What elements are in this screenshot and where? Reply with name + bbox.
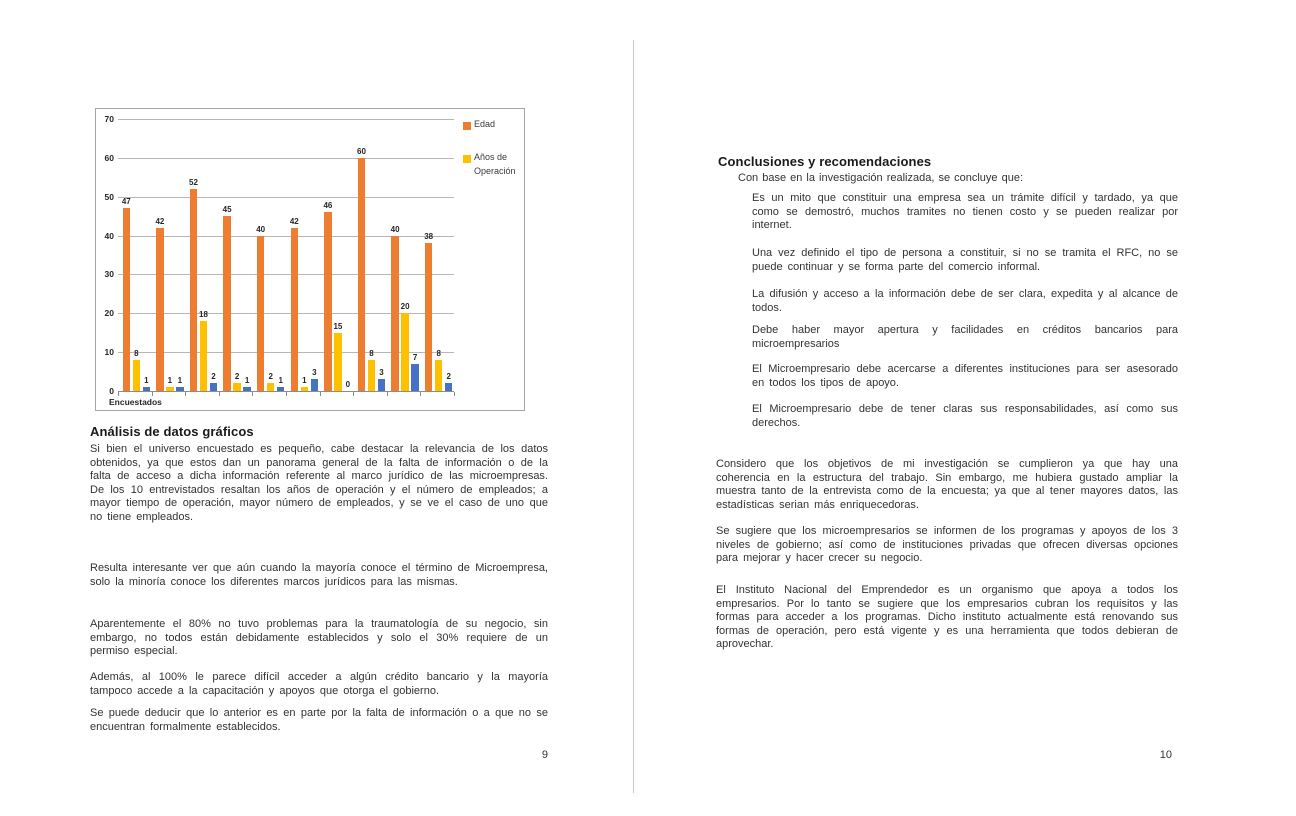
x-axis-title: Encuestados [109,397,162,407]
bar-value-label: 45 [222,205,232,215]
bar-value-label: 1 [278,376,283,386]
left-page-heading: Análisis de datos gráficos [90,424,254,439]
conclusion-item-5: El Microempresario debe acercarse a diferentes instituciones para ser asesorado en todos los tipos de apoyo. [752,363,1178,389]
legend-label: Años de Operación [474,152,516,176]
bar-value-label: 2 [446,372,451,382]
bar-value-label: 7 [412,352,418,362]
bar-value-label: 20 [400,302,410,312]
page-number-10: 10 [1159,749,1172,761]
bar-value-label: 1 [302,376,307,386]
conclusion-item-6: El Microempresario debe de tener claras sus responsabilidades, así como sus derechos. [752,403,1178,429]
bar-value-label: 1 [167,376,173,386]
right-page-heading: Conclusiones y recomendaciones [718,154,932,169]
bar-value-label: 1 [244,376,250,386]
bar-value-label: 0 [345,380,351,389]
bar-value-label: 2 [234,372,240,382]
y-axis-label: 70 [104,114,114,124]
conclusions-intro: Con base en la investigación realizada, se concluye que: [738,172,1024,184]
page-number-9: 9 [541,749,548,761]
bar-value-label: 47 [121,197,131,207]
y-axis-label: 0 [109,386,114,396]
bar-value-label: 8 [134,348,139,358]
left-paragraph-4: Además, al 100% le parece difícil acceder a algún crédito bancario y la mayoría tampoco accede a la capacitación y apoyos que otorga el gobierno. [90,671,548,697]
bar-value-label: 46 [323,201,333,211]
bar-value-label: 8 [369,348,374,358]
y-axis-label: 20 [104,308,114,319]
conclusion-item-1: Es un mito que constituir una empresa sea un trámite difícil y tardado, ya que como se demostró, muchos tramites no tienen costo y se pueden realizar por internet. [752,192,1178,232]
bar-value-label: 38 [424,232,434,242]
bar-value-label: 2 [268,372,273,382]
left-paragraph-2: Resulta interesante ver que aún cuando la mayoría conoce el término de Microempresa, solo la minoría conoce los diferentes marcos jurídicos para las mismas. [90,562,548,588]
legend-label: Edad [474,119,496,129]
bar-value-label: 1 [144,376,149,386]
bar-value-label: 60 [357,146,366,156]
bar-value-label: 2 [211,372,216,382]
conclusion-item-4: Debe haber mayor apertura y facilidades en créditos bancarios para microempresarios [752,324,1178,350]
y-axis-label: 40 [104,230,114,241]
bar-value-label: 1 [177,376,183,386]
conclusion-item-2: Una vez definido el tipo de persona a constituir, si no se tramita el RFC, no se puede continuar y se forma parte del comercio informal. [752,247,1178,273]
bar-value-label: 42 [289,216,299,226]
left-paragraph-1: Si bien el universo encuestado es pequeño, cabe destacar la relevancia de los datos obtenidos, ya que estos dan un panorama general de la falta de información o de la falta de acceso a dicha información referente al marco jurídico de las microempresas. De los 10 entrevistados resaltan los años de operación y el número de empleados; a mayor tiempo de operación, mayor número de empleados, y se ve el caso de uno que no tiene empleados. [90,443,548,523]
conclusion-item-3: La difusión y acceso a la información debe de ser clara, expedita y al alcance de todos. [752,288,1178,314]
left-paragraph-3: Aparentemente el 80% no tuvo problemas para la traumatología de su negocio, sin embargo, no todos están debidamente establecidos y solo el 30% requiere de un permiso especial. [90,618,548,658]
y-axis-label: 60 [104,152,114,163]
left-paragraph-5: Se puede deducir que lo anterior es en parte por la falta de información o a que no se encuentran formalmente establecidos. [90,707,548,733]
bar-value-label: 8 [436,348,441,358]
bar-value-label: 15 [333,321,343,331]
right-paragraph-1: Considero que los objetivos de mi investigación se cumplieron ya que hay una coherencia en la estructura del trabajo. Sin embargo, me hubiera gustado ampliar la muestra tanto de la entrevista como de la encuesta; ya que al tener mayores datos, las estadísticas serian más enriquecedoras. [716,458,1178,511]
y-axis-label: 50 [104,191,114,202]
bar-value-label: 40 [390,224,400,234]
y-axis-label: 10 [104,347,114,358]
bar-value-label: 42 [155,216,165,226]
right-paragraph-3: El Instituto Nacional del Emprendedor es un organismo que apoya a todos los empresarios. Por lo tanto se sugiere que los empresarios cubran los requisitos y las formas para acceder a los programas. Dicho instituto actualmente está renovando sus formas de operación, pero está vigente y es una herramienta que todos debieran de aprovechar. [716,584,1178,651]
right-paragraph-2: Se sugiere que los microempresarios se informen de los programas y apoyos de los 3 niveles de gobierno; así como de instituciones privadas que ofrecen diversas opciones para mejorar y hacer crecer su negocio. [716,525,1178,565]
bar-value-label: 3 [379,368,384,378]
bar-value-label: 3 [312,368,317,378]
bar-value-label: 40 [256,224,266,234]
y-axis-label: 30 [104,269,114,280]
bar-value-label: 52 [189,177,198,187]
bar-value-label: 18 [199,310,208,320]
